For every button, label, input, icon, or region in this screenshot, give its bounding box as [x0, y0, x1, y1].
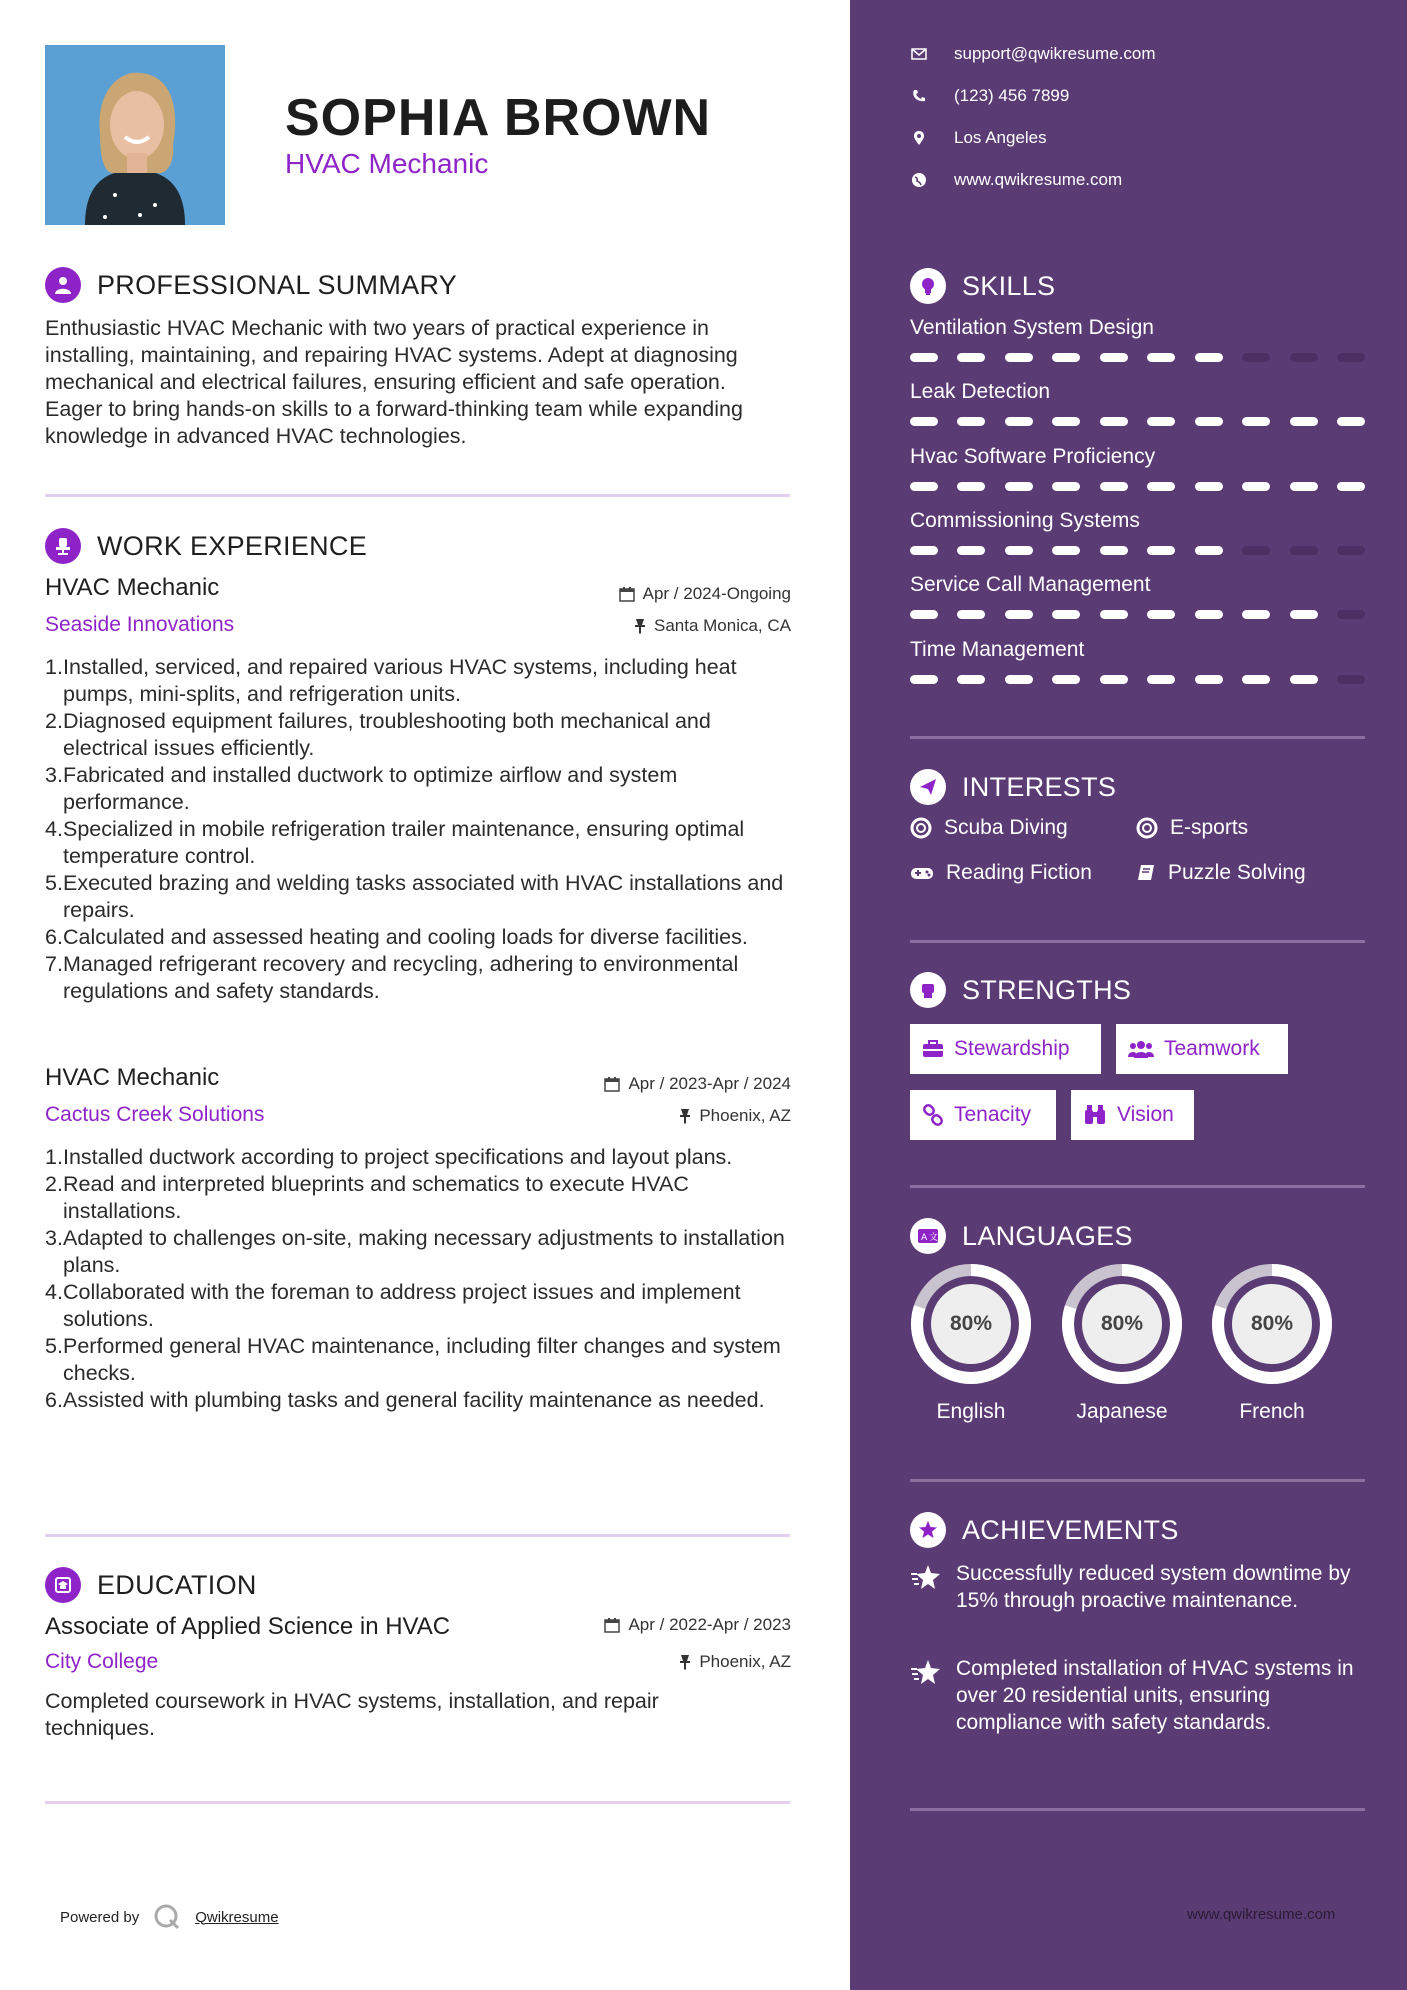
skill-level-dash	[1195, 610, 1223, 619]
skill-level-dash	[1147, 546, 1175, 555]
briefcase-icon	[922, 1040, 944, 1058]
job-dates	[619, 584, 791, 604]
skill-level-dash	[1100, 482, 1128, 491]
calendar-icon	[604, 1617, 620, 1633]
skill-name: Service Call Management	[910, 573, 1151, 596]
skill-level-dash	[1005, 675, 1033, 684]
skill-level-dash	[1005, 353, 1033, 362]
binoculars-icon	[1083, 1104, 1107, 1126]
skill-level-dash	[1052, 353, 1080, 362]
skill-level-dash	[910, 675, 938, 684]
paper-plane-icon	[910, 769, 946, 805]
interest-item	[910, 816, 1068, 840]
skill-name: Time Management	[910, 638, 1085, 661]
sidebar-divider	[910, 1185, 1365, 1188]
list-item: 6. Calculated and assessed heating and cooling loads for diverse facilities.	[45, 925, 748, 949]
interests-header	[910, 769, 1116, 805]
strengths-header	[910, 972, 1131, 1008]
skill-level-dash	[1337, 610, 1365, 619]
skill-name: Hvac Software Proficiency	[910, 445, 1156, 468]
contact-location	[910, 128, 1047, 148]
star-icon	[910, 1659, 942, 1687]
skill-level-dash	[1005, 417, 1033, 426]
skill-level-dash	[1337, 675, 1365, 684]
graduation-cap-icon	[45, 1567, 81, 1603]
language-percent: 80%	[1250, 1312, 1294, 1335]
job-location	[634, 616, 791, 636]
list-item: 6. Assisted with plumbing tasks and general facility maintenance as needed.	[45, 1388, 765, 1412]
skill-level-dash	[1242, 675, 1270, 684]
school-name: City College	[45, 1650, 159, 1673]
skill-level-bar	[910, 417, 1365, 427]
skill-level-dash	[1147, 417, 1175, 426]
list-item: 1. Installed, serviced, and repaired various HVAC systems, including heat pumps, mini-splits, and refrigeration units.	[45, 655, 737, 706]
interest-item	[1136, 861, 1306, 885]
strength-badge	[1116, 1024, 1288, 1074]
skill-level-bar	[910, 482, 1365, 492]
skill-level-dash	[1005, 546, 1033, 555]
skills-heading: SKILLS	[962, 270, 1056, 301]
star-badge-icon	[910, 1512, 946, 1548]
phone-icon	[910, 87, 928, 105]
contact-website[interactable]	[910, 170, 1122, 190]
skill-level-dash	[1290, 482, 1318, 491]
link-icon	[922, 1104, 944, 1126]
skill-level-bar	[910, 675, 1365, 685]
skill-level-dash	[1005, 482, 1033, 491]
calendar-icon	[604, 1076, 620, 1092]
list-item: 5. Performed general HVAC maintenance, including filter changes and system checks.	[45, 1334, 781, 1385]
skill-level-dash	[1290, 417, 1318, 426]
list-item: 5. Executed brazing and welding tasks associated with HVAC installations and repairs.	[45, 871, 784, 922]
sidebar-divider	[910, 1479, 1365, 1482]
skill-name: Leak Detection	[910, 380, 1051, 403]
skill-level-dash	[1100, 610, 1128, 619]
experience-header	[45, 528, 367, 564]
skill-level-bar	[910, 610, 1365, 620]
experience-heading: WORK EXPERIENCE	[97, 530, 368, 561]
company-name: Cactus Creek Solutions	[45, 1103, 265, 1126]
skill-level-dash	[910, 546, 938, 555]
education-location	[679, 1652, 791, 1672]
skill-level-dash	[957, 353, 985, 362]
sidebar-divider	[910, 1808, 1365, 1811]
skill-level-dash	[1290, 353, 1318, 362]
skill-level-dash	[910, 610, 938, 619]
qwikresume-logo-icon	[153, 1903, 181, 1931]
skill-level-dash	[1290, 675, 1318, 684]
education-header	[45, 1567, 257, 1603]
skill-level-dash	[1052, 417, 1080, 426]
skill-level-dash	[1052, 610, 1080, 619]
language-name: French	[1239, 1400, 1305, 1423]
skill-level-bar	[910, 546, 1365, 556]
summary-header	[45, 267, 457, 303]
life-ring-icon	[910, 817, 932, 839]
candidate-name: SOPHIA BROWN	[285, 89, 712, 147]
skill-level-dash	[1290, 610, 1318, 619]
email-text: support@qwikresume.com	[954, 44, 1156, 63]
book-icon	[1136, 863, 1156, 883]
interests-heading: INTERESTS	[962, 771, 1117, 802]
skill-level-dash	[1337, 546, 1365, 555]
pin-icon	[634, 618, 646, 634]
skill-level-dash	[1147, 353, 1175, 362]
interest-label: E-sports	[1170, 816, 1249, 839]
skill-level-dash	[1242, 482, 1270, 491]
job-location-text: Santa Monica, CA	[653, 616, 791, 635]
list-item: 3. Adapted to challenges on-site, making necessary adjustments to installation plans.	[45, 1226, 785, 1277]
skill-level-dash	[1195, 417, 1223, 426]
footer-website[interactable]: www.qwikresume.com	[1187, 1906, 1336, 1923]
language-name: Japanese	[1076, 1400, 1168, 1423]
languages-heading: LANGUAGES	[962, 1220, 1133, 1251]
interest-label: Puzzle Solving	[1168, 861, 1306, 884]
skill-level-dash	[1195, 546, 1223, 555]
skill-level-dash	[1242, 353, 1270, 362]
job-dates-text: Apr / 2024-Ongoing	[642, 584, 791, 603]
calendar-icon	[619, 586, 635, 602]
languages-header	[910, 1218, 1133, 1254]
skill-name: Ventilation System Design	[910, 316, 1154, 339]
skill-level-dash	[910, 482, 938, 491]
brand-link[interactable]: Qwikresume	[195, 1908, 279, 1926]
skill-level-dash	[910, 417, 938, 426]
skill-level-dash	[910, 353, 938, 362]
candidate-title: HVAC Mechanic	[285, 148, 489, 179]
location-text: Los Angeles	[954, 128, 1047, 147]
language-percent: 80%	[1100, 1312, 1144, 1335]
pin-icon	[679, 1108, 691, 1124]
skill-level-dash	[957, 675, 985, 684]
skill-level-dash	[1005, 610, 1033, 619]
pin-icon	[679, 1654, 691, 1670]
skill-level-dash	[1100, 417, 1128, 426]
strength-label: Teamwork	[1164, 1037, 1260, 1060]
job-title: HVAC Mechanic	[45, 574, 220, 601]
skill-level-dash	[1337, 353, 1365, 362]
skill-level-dash	[1052, 482, 1080, 491]
users-icon	[1128, 1039, 1154, 1059]
skill-name: Commissioning Systems	[910, 509, 1140, 532]
strength-badge	[1071, 1090, 1194, 1140]
strength-badge	[910, 1024, 1101, 1074]
interest-label: Scuba Diving	[944, 816, 1068, 839]
list-item: 4. Collaborated with the foreman to address project issues and implement solutions.	[45, 1280, 741, 1331]
skill-level-dash	[1052, 546, 1080, 555]
degree: Associate of Applied Science in HVAC	[45, 1613, 451, 1640]
job-location-text: Phoenix, AZ	[699, 1106, 791, 1125]
strength-label: Vision	[1117, 1103, 1174, 1126]
star-icon	[910, 1564, 942, 1592]
skill-level-dash	[1100, 546, 1128, 555]
powered-by-label: Powered by	[60, 1908, 140, 1926]
skill-level-dash	[957, 610, 985, 619]
skill-level-dash	[1052, 675, 1080, 684]
language-percent: 80%	[949, 1312, 993, 1335]
gamepad-icon	[910, 865, 934, 881]
skill-level-dash	[1242, 417, 1270, 426]
skill-level-dash	[1242, 610, 1270, 619]
svg-text:A: A	[921, 1233, 928, 1243]
lightbulb-icon	[910, 268, 946, 304]
skill-level-dash	[1147, 675, 1175, 684]
list-item: 7. Managed refrigerant recovery and recycling, adhering to environmental regulations and safety standards.	[45, 952, 739, 1003]
map-marker-icon	[910, 129, 928, 147]
list-item: 2. Read and interpreted blueprints and schematics to execute HVAC installations.	[45, 1172, 689, 1223]
education-dates	[604, 1615, 791, 1635]
education-dates-text: Apr / 2022-Apr / 2023	[628, 1615, 791, 1634]
job-responsibilities	[45, 1144, 790, 1414]
fist-icon	[910, 972, 946, 1008]
education-location-text: Phoenix, AZ	[699, 1652, 791, 1671]
contact-email[interactable]	[910, 44, 1156, 64]
skill-level-dash	[1100, 675, 1128, 684]
life-ring-icon	[1136, 817, 1158, 839]
interest-item	[910, 861, 1092, 885]
summary-heading: PROFESSIONAL SUMMARY	[97, 269, 458, 300]
envelope-icon	[910, 45, 928, 63]
summary-text: Enthusiastic HVAC Mechanic with two years of practical experience in installing, maintaining, and repairing HVAC systems. Adept at diagnosing mechanical and electrical failures, ensuring efficient and safe operation. Eager to bring hands-on skills to a forward-thinking team while expanding knowledge in advanced HVAC technologies.	[45, 316, 743, 448]
list-item: 3. Fabricated and installed ductwork to optimize airflow and system performance.	[45, 763, 678, 814]
contact-phone[interactable]	[910, 86, 1069, 106]
chair-icon	[45, 528, 81, 564]
list-item: 1. Installed ductwork according to project specifications and layout plans.	[45, 1145, 733, 1169]
phone-text: (123) 456 7899	[954, 86, 1070, 105]
job-location	[679, 1106, 791, 1126]
skills-header	[910, 268, 1055, 304]
skill-level-dash	[1290, 546, 1318, 555]
strength-label: Tenacity	[954, 1103, 1032, 1126]
interest-item	[1136, 816, 1248, 840]
skill-level-dash	[1195, 482, 1223, 491]
strength-label: Stewardship	[954, 1037, 1070, 1060]
skill-level-dash	[957, 546, 985, 555]
svg-text:文: 文	[929, 1233, 939, 1243]
job-responsibilities	[45, 654, 790, 1005]
sidebar-divider	[910, 736, 1365, 739]
skill-level-dash	[1242, 546, 1270, 555]
achievement-item	[910, 1655, 1365, 1736]
achievement-item	[910, 1560, 1365, 1614]
skill-level-dash	[957, 417, 985, 426]
skill-level-dash	[1147, 482, 1175, 491]
job-dates-text: Apr / 2023-Apr / 2024	[628, 1074, 791, 1093]
list-item: 4. Specialized in mobile refrigeration trailer maintenance, ensuring optimal temperature control.	[45, 817, 745, 868]
translate-icon	[910, 1218, 946, 1254]
education-heading: EDUCATION	[97, 1569, 257, 1600]
globe-icon	[910, 171, 928, 189]
skill-level-dash	[1337, 417, 1365, 426]
divider	[45, 1534, 790, 1537]
skill-level-dash	[957, 482, 985, 491]
achievements-heading: ACHIEVEMENTS	[962, 1514, 1179, 1545]
skill-level-dash	[1147, 610, 1175, 619]
list-item: 2. Diagnosed equipment failures, troubleshooting both mechanical and electrical issues efficiently.	[45, 709, 711, 760]
company-name: Seaside Innovations	[45, 613, 235, 636]
user-icon	[45, 267, 81, 303]
education-description: Completed coursework in HVAC systems, installation, and repair techniques.	[45, 1689, 659, 1740]
interest-label: Reading Fiction	[946, 861, 1092, 884]
skill-level-dash	[1337, 482, 1365, 491]
achievements-header	[910, 1512, 1179, 1548]
sidebar-divider	[910, 940, 1365, 943]
strengths-heading: STRENGTHS	[962, 974, 1132, 1005]
skill-level-dash	[1195, 353, 1223, 362]
footer-powered-by	[60, 1903, 279, 1931]
divider	[45, 1801, 790, 1804]
job-title: HVAC Mechanic	[45, 1064, 220, 1091]
strength-badge	[910, 1090, 1056, 1140]
achievement-text: Completed installation of HVAC systems in over 20 residential units, ensuring compliance with safety standards.	[956, 1657, 1354, 1734]
website-text: www.qwikresume.com	[954, 170, 1123, 189]
skill-level-dash	[1195, 675, 1223, 684]
skill-level-dash	[1100, 353, 1128, 362]
divider	[45, 494, 790, 497]
profile-photo	[45, 45, 225, 225]
skill-level-bar	[910, 353, 1365, 363]
job-dates	[604, 1074, 791, 1094]
language-name: English	[936, 1400, 1006, 1423]
achievement-text: Successfully reduced system downtime by 15% through proactive maintenance.	[956, 1562, 1351, 1612]
